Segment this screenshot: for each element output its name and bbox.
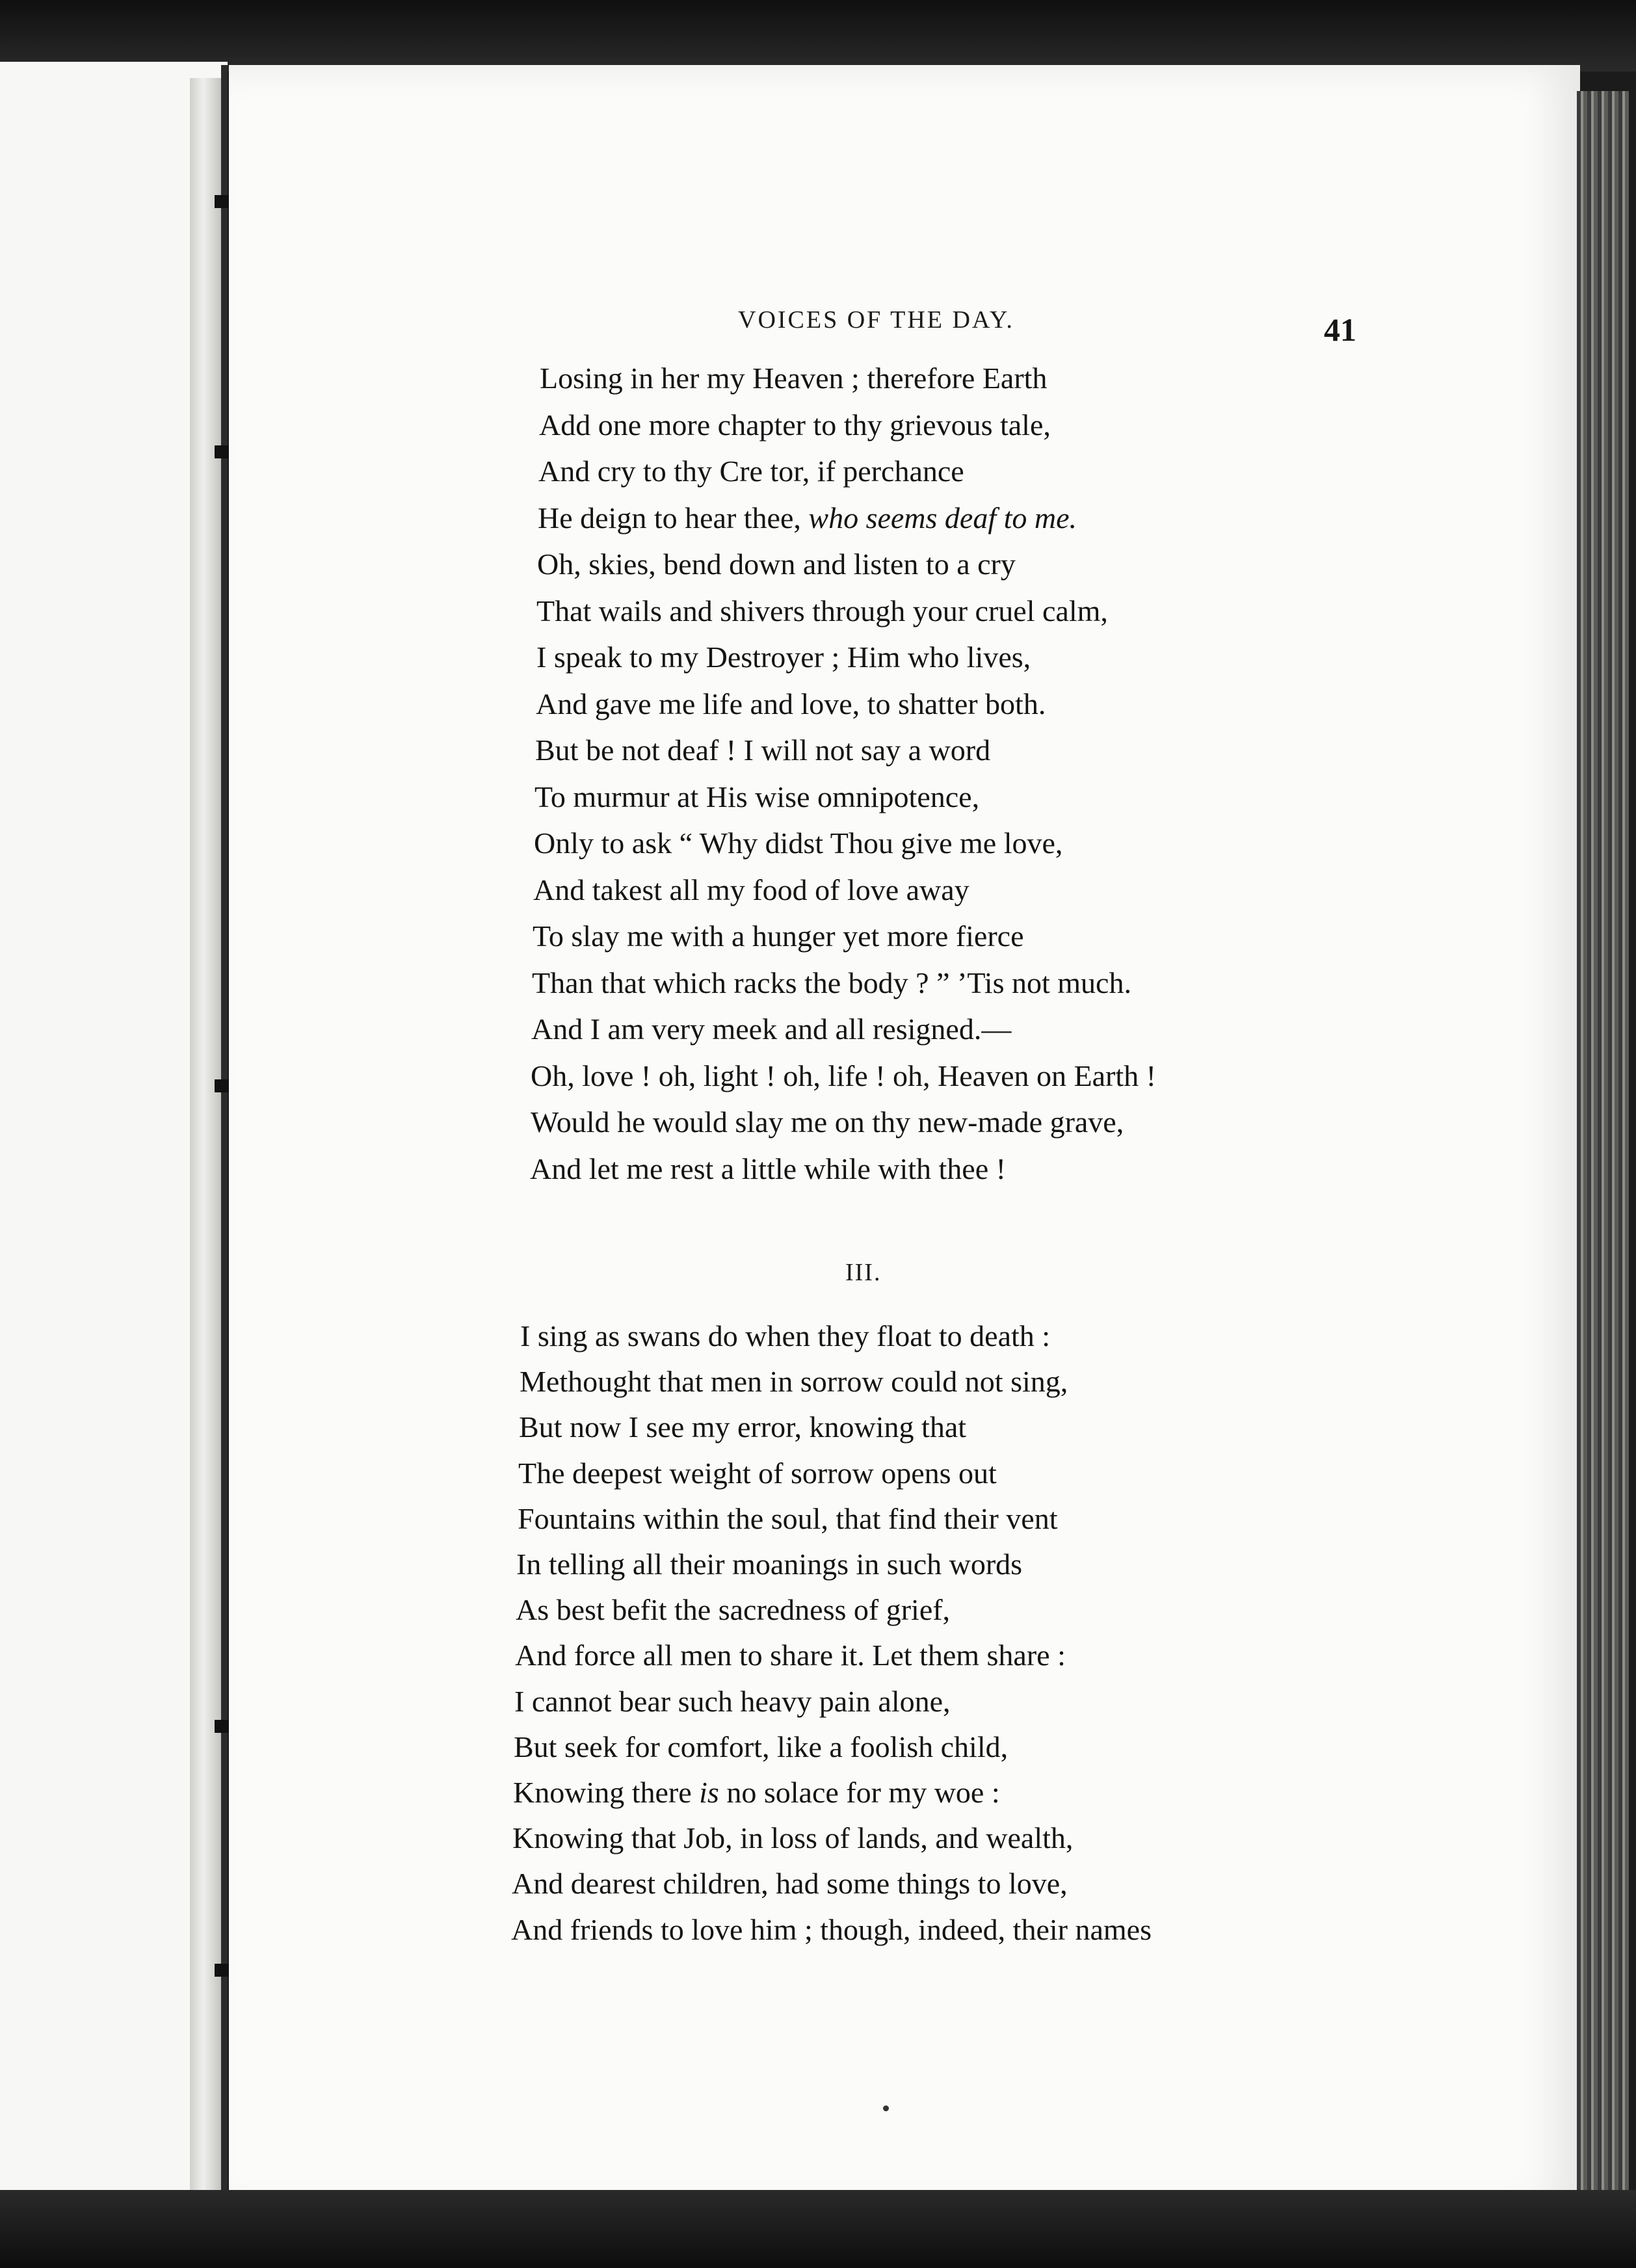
poem-line: I cannot bear such heavy pain alone,	[514, 1684, 951, 1718]
poem-line: The deepest weight of sorrow opens out	[518, 1456, 997, 1490]
poem-line: Oh, skies, bend down and listen to a cry	[537, 547, 1016, 581]
scan-border-bottom	[0, 2190, 1636, 2268]
poem-line: Fountains within the soul, that find their vent	[518, 1501, 1058, 1535]
poem-line: As best befit the sacredness of grief,	[516, 1593, 951, 1627]
section-number: III.	[845, 1259, 882, 1286]
poem-line: And takest all my food of love away	[533, 873, 970, 906]
poem-line: Losing in her my Heaven ; therefore Earth	[540, 362, 1048, 395]
page-edges	[1577, 91, 1629, 2204]
poem-line: Only to ask “ Why didst Thou give me love,	[534, 826, 1063, 860]
poem-line: And force all men to share it. Let them share :	[515, 1639, 1066, 1672]
poem-line: That wails and shivers through your cruel calm,	[536, 594, 1108, 627]
page-speck	[883, 2105, 889, 2111]
poem-line: But be not deaf ! I will not say a word	[535, 733, 991, 767]
poem-line: In telling all their moanings in such words	[516, 1548, 1023, 1581]
poem-line: Than that which racks the body ? ” ’Tis not much.	[532, 966, 1131, 999]
poem-line: And cry to thy Cre tor, if perchance	[538, 455, 964, 488]
poem-line: But seek for comfort, like a foolish child,	[514, 1730, 1009, 1763]
poem-line: Add one more chapter to thy grievous tale,	[539, 408, 1051, 442]
poem-line: Knowing there is no solace for my woe :	[513, 1776, 1000, 1809]
poem-line: Would he would slay me on thy new-made grave,	[531, 1105, 1124, 1139]
poem-line: And friends to love him ; though, indeed, their names	[511, 1912, 1152, 1946]
poem-line: To murmur at His wise omnipotence,	[534, 780, 980, 813]
poem-line: He deign to hear thee, who seems deaf to me.	[538, 501, 1077, 534]
poem-line: To slay me with a hunger yet more fierce	[533, 919, 1024, 953]
gutter-strip	[190, 78, 224, 2191]
poem-line: And gave me life and love, to shatter both.	[536, 687, 1046, 720]
page-number: 41	[1324, 311, 1356, 348]
italic-phrase: is	[699, 1776, 719, 1809]
poem-line: I sing as swans do when they float to death :	[520, 1319, 1051, 1352]
running-header: VOICES OF THE DAY.	[738, 306, 1014, 334]
poem-line: I speak to my Destroyer ; Him who lives,	[536, 640, 1031, 674]
binding-thread	[221, 65, 228, 2211]
poem-line: Methought that men in sorrow could not sing,	[520, 1365, 1068, 1399]
poem-line: Knowing that Job, in loss of lands, and wealth,	[512, 1821, 1074, 1855]
poem-line: And let me rest a little while with thee !	[530, 1152, 1006, 1185]
poem-line: Oh, love ! oh, light ! oh, life ! oh, Heaven on Earth !	[531, 1059, 1156, 1092]
poem-line: And dearest children, had some things to love,	[512, 1867, 1068, 1901]
poem-line: But now I see my error, knowing that	[519, 1410, 967, 1444]
scan-border-top	[0, 0, 1636, 72]
poem-line: And I am very meek and all resigned.—	[531, 1012, 1012, 1046]
italic-phrase: who seems deaf to me.	[808, 501, 1077, 534]
